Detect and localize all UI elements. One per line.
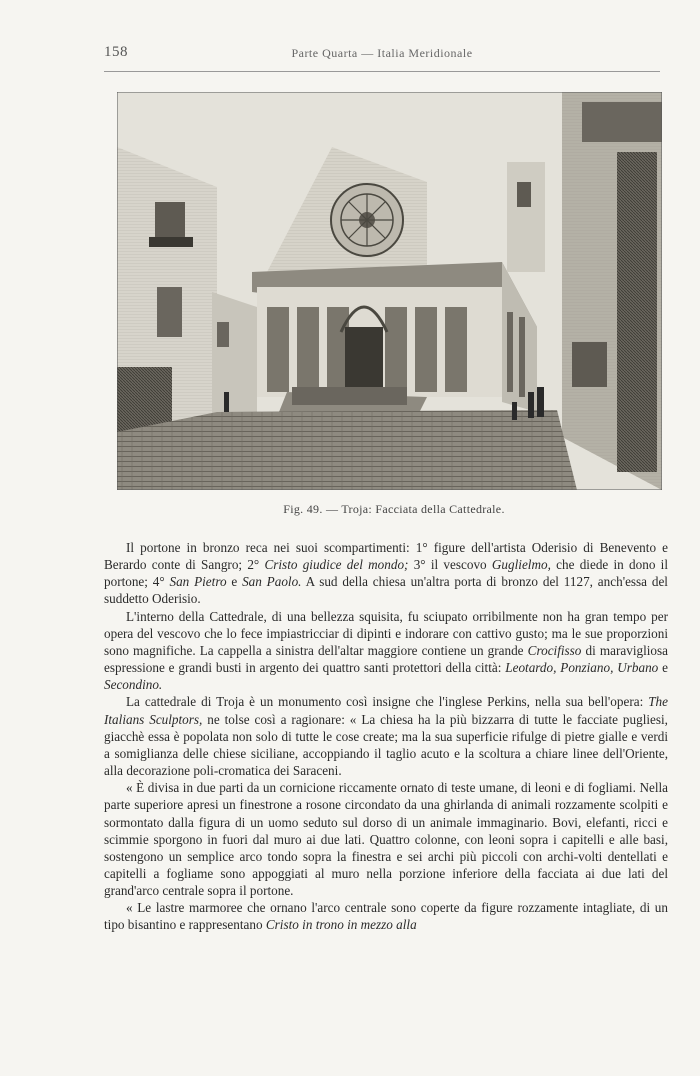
paragraph-2: L'interno della Cattedrale, di una bellezza squisita, fu sciupato orribilmente non ha gran tempo per opera del vescovo che lo fece impiastricciar di dipinti e indorare con cattivo gusto; ma le sue proporzioni sono magnifiche. La cappella a sinistra dell'altar maggiore contiene un grande Crocifisso di maravigliosa espressione e grandi busti in argento dei quattro santi protettori della città: Leotardo, Ponziano, Urbano e Secondino. bbox=[104, 608, 668, 693]
paragraph-3: La cattedrale di Troja è un monumento così insigne che l'inglese Perkins, nella sua bell'opera: The Italians Sculptors, ne tolse così a ragionare: « La chiesa ha la più bizzarra di tutte le facciate pugliesi, giacchè essa è popolata non solo di tutte le cose create; ma la sua superficie rifulge di pietre gialle e verdi a somiglianza delle chiese siciliane, accoppiando il taglio acuto e la scoltura a chiare linee dell'Oriente, alla decorazione poli-cromatica dei Saraceni. bbox=[104, 694, 668, 779]
cathedral-engraving bbox=[117, 92, 662, 490]
running-head: Parte Quarta — Italia Meridionale bbox=[291, 46, 473, 60]
figure-caption: Fig. 49. — Troja: Facciata della Cattedrale. bbox=[283, 502, 505, 516]
cathedral-illustration bbox=[117, 92, 662, 490]
paragraph-5: « Le lastre marmoree che ornano l'arco centrale sono coperte da figure rozzamente intagliate, di un tipo bisantino e rappresentano Cristo in trono in mezzo alla bbox=[104, 900, 668, 933]
page-number: 158 bbox=[104, 44, 128, 60]
page-header bbox=[104, 44, 660, 66]
body-text bbox=[104, 539, 668, 934]
paragraph-1: Il portone in bronzo reca nei suoi scompartimenti: 1° figure dell'artista Oderisio di Benevento e Berardo conte di Sangro; 2° Cristo giudice del mondo; 3° il vescovo Guglielmo, che diede in dono il portone; 4° San Pietro e San Paolo. A sud della chiesa un'altra porta di bronzo del 1127, anch'essa del suddetto Oderisio. bbox=[104, 540, 668, 607]
paragraph-4: « È divisa in due parti da un cornicione riccamente ornato di teste umane, di leoni e di fogliami. Nella parte superiore apresi un finestrone a rosone circondato da una ghirlanda di animali rozzamente scolpiti e sormontato dalla figura di un uomo seduto sul dorso di un animale immaginario. Bovi, elefanti, ricci e scimmie sporgono in fuori dal muro ai due lati. Quattro colonne, con leoni sopra i capitelli e alle basi, sostengono un semplice arco tondo sopra la finestra e sei archi più piccoli con archi-volti dentellati e capitelli a fogliame sono appoggiati al muro nella porzione inferiore della facciata ai due lati del grand'arco centrale sopra il portone. bbox=[104, 780, 668, 899]
header-rule bbox=[104, 71, 660, 72]
